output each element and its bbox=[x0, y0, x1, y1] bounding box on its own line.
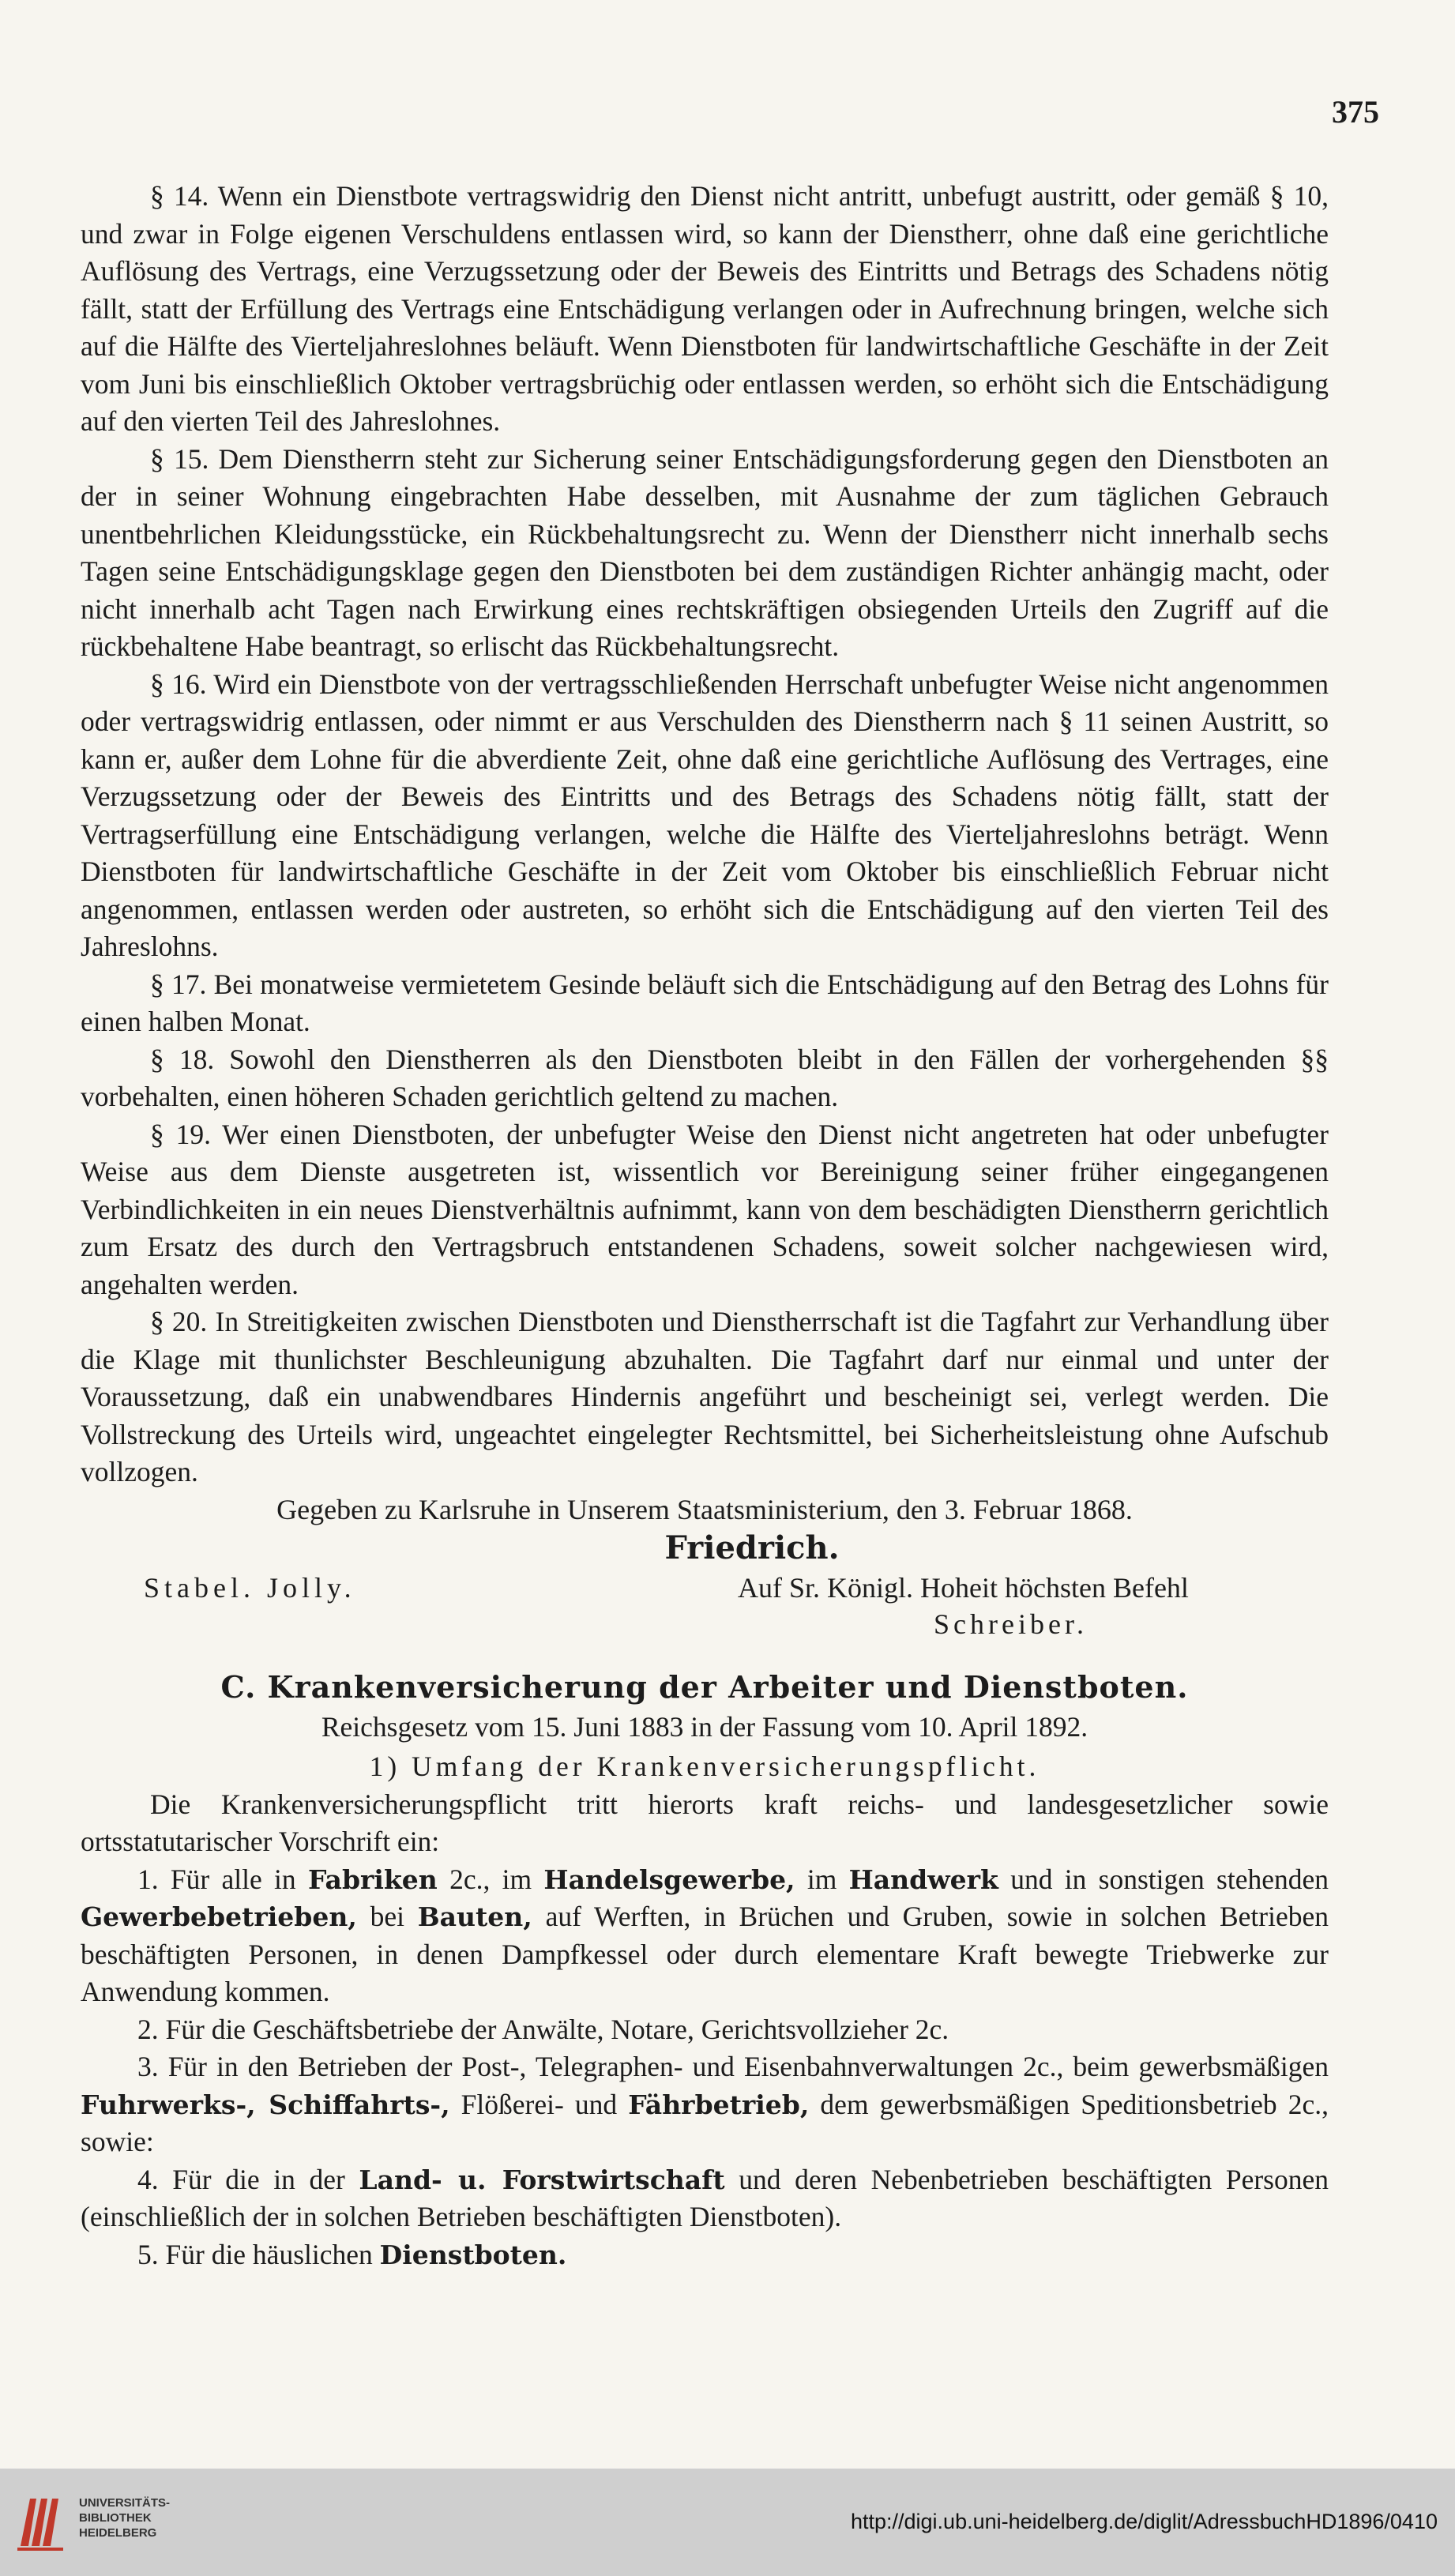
subsection-heading: 1) Umfang der Krankenversicherungspflicht. bbox=[369, 1750, 1040, 1782]
signature-order: Auf Sr. Königl. Hoheit höchsten Befehl bbox=[738, 1571, 1189, 1604]
page-number: 375 bbox=[1332, 94, 1379, 130]
list-item-5: 5. Für die häuslichen Dienstboten. bbox=[137, 2238, 567, 2270]
list-item-3: 3. Für in den Betrieben der Post-, Telegraphen- und Eisenbahnverwaltungen 2c., beim gewerbsmäßigen Fuhrwerks-, Schiffahrts-, Flößerei- und Fährbetrieb, dem gewerbsmäßigen Speditionsbetrieb 2c., sowie: bbox=[81, 2051, 1329, 2157]
signature-name: Friedrich. bbox=[664, 1529, 840, 1566]
signature-row bbox=[81, 1568, 1329, 1642]
library-logo-text: UNIVERSITÄTS- BIBLIOTHEK HEIDELBERG bbox=[79, 2496, 171, 2540]
paragraph-15: § 15. Dem Dienstherrn steht zur Sicherung seiner Entschädigungsforderung gegen den Dienstboten an der in seiner Wohnung eingebrachten Habe desselben, mit Ausnahme der zum täglichen Gebrauch unentbehrlichen Kleidungsstücke, ein Rückbehaltungsrecht zu. Wenn der Dienstherr nicht innerhalb sechs Tagen seine Entschädigungsklage gegen den Dienstboten bei dem zuständigen Richter anhängig macht, oder nicht innerhalb acht Tagen nach Erwirkung eines rechtskräftigen obsiegenden Urteils den Zugriff auf die rückbehaltene Habe beantragt, so erlischt das Rückbehaltungsrecht. bbox=[81, 442, 1329, 662]
paragraph-17: § 17. Bei monatweise vermietetem Gesinde beläuft sich die Entschädigung auf den Betrag des Lohns für einen halben Monat. bbox=[81, 968, 1329, 1037]
list-item-2: 2. Für die Geschäftsbetriebe der Anwälte, Notare, Gerichtsvollzieher 2c. bbox=[137, 2013, 949, 2045]
paragraph-19: § 19. Wer einen Dienstboten, der unbefugter Weise den Dienst nicht angetreten hat oder unbefugter Weise aus dem Dienste ausgetreten ist, wissentlich vor Bereinigung seiner früher eingegangenen Verbindlichkeiten in ein neues Dienstverhältnis aufnimmt, kann von dem beschädigten Dienstherrn gerichtlich zum Ersatz des durch den Vertragsbruch entstandenen Schadens, soweit solcher nachgewiesen wird, angehalten werden. bbox=[81, 1118, 1329, 1300]
section-subheading: Reichsgesetz vom 15. Juni 1883 in der Fassung vom 10. April 1892. bbox=[321, 1710, 1088, 1743]
document-body bbox=[81, 178, 1329, 2273]
section-heading: C. Krankenversicherung der Arbeiter und Dienstboten. bbox=[220, 1668, 1189, 1705]
signature-ministers: Stabel. Jolly. bbox=[144, 1571, 356, 1604]
footer-bar bbox=[0, 2469, 1455, 2576]
signature-secretary: Schreiber. bbox=[934, 1608, 1088, 1640]
paragraph-14: § 14. Wenn ein Dienstbote vertragswidrig den Dienst nicht antritt, unbefugt austritt, oder gemäß § 10, und zwar in Folge eigenen Verschuldens entlassen wird, so kann der Dienstherr, ohne daß eine gerichtliche Auflösung des Vertrags, eine Verzugssetzung oder der Beweis des Eintritts und Betrags des Schadens nötig fällt, statt der Erfüllung des Vertrags eine Entschädigung verlangen oder in Aufrechnung bringen, welche sich auf die Hälfte des Vierteljahreslohnes beläuft. Wenn Dienstboten für landwirtschaftliche Geschäfte in der Zeit vom Juni bis einschließlich Oktober vertragsbrüchig oder entlassen werden, so erhöht sich die Entschädigung auf den vierten Teil des Jahreslohnes. bbox=[81, 180, 1329, 437]
section-intro: Die Krankenversicherungspflicht tritt hierorts kraft reichs- und landesgesetzlicher sowie ortsstatutarischer Vorschrift ein: bbox=[81, 1788, 1329, 1857]
paragraph-16: § 16. Wird ein Dienstbote von der vertragsschließenden Herrschaft unbefugter Weise nicht angenommen oder vertragswidrig entlassen, oder nimmt er aus Verschulden des Dienstherrn nach § 11 seinen Austritt, so kann er, außer dem Lohne für die abverdiente Zeit, ohne daß eine gerichtliche Auflösung des Vertrages, eine Verzugssetzung oder der Beweis des Eintritts und des Betrags des Schadens nötig fällt, statt der Vertragserfüllung eine Entschädigung verlangen, welche die Hälfte des Vierteljahreslohns beträgt. Wenn Dienstboten für landwirtschaftliche Geschäfte in der Zeit vom Oktober bis einschließlich Februar nicht angenommen, entlassen werden oder austreten, so erhöht sich die Entschädigung auf den vierten Teil des Jahreslohns. bbox=[81, 668, 1329, 962]
library-logo-icon bbox=[14, 2491, 70, 2554]
paragraph-20: § 20. In Streitigkeiten zwischen Dienstboten und Dienstherrschaft ist die Tagfahrt zur Verhandlung über die Klage mit thunlichster Beschleunigung abzuhalten. Die Tagfahrt darf nur einmal und unter der Voraussetzung, daß ein unabwendbares Hindernis angeführt und bescheinigt sei, verlegt werden. Die Vollstreckung des Urteils wird, ungeachtet eingelegter Rechtsmittel, bei Sicherheitsleistung ohne Aufschub vollzogen. bbox=[81, 1306, 1329, 1487]
signature-place-date: Gegeben zu Karlsruhe in Unserem Staatsministerium, den 3. Februar 1868. bbox=[276, 1493, 1133, 1525]
list-item-1: 1. Für alle in Fabriken 2c., im Handelsgewerbe, im Handwerk und in sonstigen stehenden Gewerbebetrieben, bei Bauten, auf Werften, in Brüchen und Gruben, sowie in solchen Betrieben beschäftigten Personen, in denen Dampfkessel oder durch elementare Kraft bewegte Triebwerke zur Anwendung kommen. bbox=[81, 1863, 1329, 2007]
list-item-4: 4. Für die in der Land- u. Forstwirtschaft und deren Nebenbetrieben beschäftigten Personen (einschließlich der in solchen Betrieben beschäftigten Dienstboten). bbox=[81, 2163, 1329, 2232]
source-url-link[interactable]: http://digi.ub.uni-heidelberg.de/diglit/AdressbuchHD1896/0410 bbox=[850, 2510, 1438, 2533]
paragraph-18: § 18. Sowohl den Dienstherren als den Dienstboten bleibt in den Fällen der vorhergehenden §§ vorbehalten, einen höheren Schaden gerichtlich geltend zu machen. bbox=[81, 1043, 1329, 1112]
